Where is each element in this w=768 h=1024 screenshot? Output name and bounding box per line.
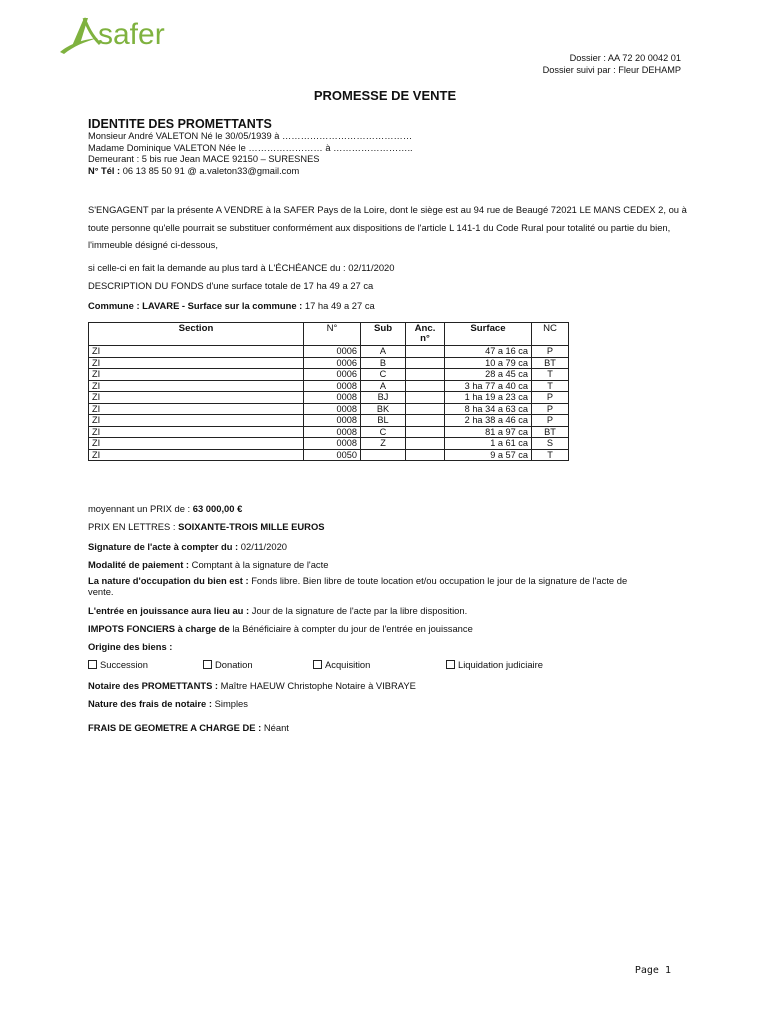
cell-nc: BT	[532, 357, 569, 369]
prix-label: moyennant un PRIX de :	[88, 503, 193, 514]
dossier-info	[543, 52, 681, 76]
tel-label: N° Tél :	[88, 165, 121, 176]
cell-anc	[406, 357, 445, 369]
cell-nc: S	[532, 438, 569, 450]
col-header-nc: NC	[532, 323, 569, 346]
frais-geometre-line	[88, 719, 688, 736]
promettants-address: Demeurant : 5 bis rue Jean MACE 92150 – SURESNES	[88, 154, 320, 164]
occupation-label: La nature d'occupation du bien est :	[88, 575, 252, 586]
cell-section: ZI	[89, 438, 304, 450]
checkbox-icon[interactable]	[203, 660, 212, 669]
notaire-value: Maître HAEUW Christophe Notaire à VIBRAYE	[220, 680, 416, 691]
table-row	[89, 357, 569, 369]
cell-num: 0008	[304, 403, 361, 415]
prix-lettres-line	[88, 518, 688, 535]
cell-nc: P	[532, 415, 569, 427]
cell-num: 0008	[304, 392, 361, 404]
table-row	[89, 392, 569, 404]
col-header-surface: Surface	[445, 323, 532, 346]
cell-anc	[406, 403, 445, 415]
table-row	[89, 438, 569, 450]
cell-nc: P	[532, 346, 569, 358]
checkbox-icon[interactable]	[313, 660, 322, 669]
table-row	[89, 403, 569, 415]
table-row	[89, 426, 569, 438]
paiement-line	[88, 556, 688, 573]
promettants-heading: IDENTITE DES PROMETTANTS	[88, 117, 272, 131]
commune-value: 17 ha 49 a 27 ca	[302, 300, 375, 311]
col-header-sub: Sub	[361, 323, 406, 346]
notaire-label: Notaire des PROMETTANTS :	[88, 680, 221, 691]
signature-value: 02/11/2020	[240, 541, 288, 552]
dossier-followed-by: Dossier suivi par : Fleur DEHAMP	[542, 65, 681, 75]
paiement-value: Comptant à la signature de l'acte	[191, 559, 329, 570]
cell-anc	[406, 369, 445, 381]
cell-num: 0008	[304, 380, 361, 392]
cell-sub: A	[361, 380, 406, 392]
cell-anc	[406, 346, 445, 358]
prix-value: 63 000,00 €	[192, 503, 243, 514]
cell-nc: P	[532, 392, 569, 404]
cell-sub: BL	[361, 415, 406, 427]
cell-num: 0050	[304, 449, 361, 461]
frais-notaire-value: Simples	[214, 698, 248, 709]
cell-sub: Z	[361, 438, 406, 450]
frais-geometre-label: FRAIS DE GEOMETRE A CHARGE DE :	[88, 722, 264, 733]
cell-surface: 81 a 97 ca	[445, 426, 532, 438]
origine-option-acquisition[interactable]: Acquisition	[313, 659, 370, 670]
frais-notaire-line	[88, 695, 688, 712]
cell-sub	[361, 449, 406, 461]
cell-section: ZI	[89, 392, 304, 404]
cell-num: 0008	[304, 438, 361, 450]
paiement-label: Modalité de paiement :	[88, 559, 192, 570]
dossier-number: Dossier : AA 72 20 0042 01	[569, 53, 681, 63]
cell-nc: T	[532, 380, 569, 392]
cell-sub: B	[361, 357, 406, 369]
cell-surface: 9 a 57 ca	[445, 449, 532, 461]
table-row	[89, 346, 569, 358]
cell-anc	[406, 438, 445, 450]
safer-logo-text: safer	[98, 18, 165, 51]
cell-section: ZI	[89, 380, 304, 392]
cell-surface: 3 ha 77 a 40 ca	[445, 380, 532, 392]
cell-surface: 2 ha 38 a 46 ca	[445, 415, 532, 427]
checkbox-icon[interactable]	[88, 660, 97, 669]
cell-anc	[406, 449, 445, 461]
cell-section: ZI	[89, 346, 304, 358]
promettant-1: Monsieur André VALETON Né le 30/05/1939 à ……………………………………	[88, 131, 413, 141]
jouissance-line	[88, 602, 688, 619]
cell-surface: 1 a 61 ca	[445, 438, 532, 450]
impots-value: la Bénéficiaire à compter du jour de l'entrée en jouissance	[232, 623, 473, 634]
cell-sub: C	[361, 369, 406, 381]
origine-option-donation[interactable]: Donation	[203, 659, 253, 670]
cell-anc	[406, 380, 445, 392]
promettant-2: Madame Dominique VALETON Née le …………………… à ……………………..	[88, 142, 413, 153]
table-header-row	[89, 323, 569, 346]
col-header-anc: Anc. n°	[406, 323, 445, 346]
cell-sub: BK	[361, 403, 406, 415]
cell-surface: 28 a 45 ca	[445, 369, 532, 381]
signature-label: Signature de l'acte à compter du :	[88, 541, 241, 552]
frais-notaire-label: Nature des frais de notaire :	[88, 698, 215, 709]
cell-anc	[406, 415, 445, 427]
cell-num: 0008	[304, 415, 361, 427]
cell-nc: T	[532, 369, 569, 381]
table-row	[89, 380, 569, 392]
engagement-paragraph: S'ENGAGENT par la présente A VENDRE à la SAFER Pays de la Loire, dont le siège est au 94 rue de Beaugé 72021 LE MANS CEDEX 2, ou à toute personne qu'elle pourrait se substituer conformément aux dispositions de l'article L 141-1 du Code Rural pour totalité ou partie du bien, l'immeuble désigné ci-dessous,	[88, 204, 687, 250]
cell-nc: P	[532, 403, 569, 415]
col-header-num: N°	[304, 323, 361, 346]
cell-section: ZI	[89, 357, 304, 369]
echeance-line: si celle-ci en fait la demande au plus tard à L'ÉCHÉANCE du : 02/11/2020	[88, 262, 395, 273]
cell-section: ZI	[89, 403, 304, 415]
occupation-line	[88, 575, 654, 597]
promettants-block	[88, 131, 413, 177]
cell-num: 0006	[304, 369, 361, 381]
cell-surface: 8 ha 34 a 63 ca	[445, 403, 532, 415]
cell-surface: 10 a 79 ca	[445, 357, 532, 369]
frais-geometre-value: Néant	[263, 722, 289, 733]
commune-label: Commune : LAVARE - Surface sur la commune :	[88, 300, 303, 311]
cell-surface: 47 a 16 ca	[445, 346, 532, 358]
cell-anc	[406, 426, 445, 438]
parcel-table	[88, 322, 569, 461]
cell-section: ZI	[89, 426, 304, 438]
prix-line	[88, 500, 688, 517]
cell-nc: BT	[532, 426, 569, 438]
cell-sub: BJ	[361, 392, 406, 404]
cell-section: ZI	[89, 369, 304, 381]
cell-surface: 1 ha 19 a 23 ca	[445, 392, 532, 404]
promettants-contact	[88, 166, 413, 178]
safer-logo-icon	[58, 14, 102, 56]
commune-line	[88, 297, 688, 314]
document-title: PROMESSE DE VENTE	[313, 88, 457, 103]
cell-nc: T	[532, 449, 569, 461]
cell-anc	[406, 392, 445, 404]
cell-section: ZI	[89, 449, 304, 461]
cell-sub: A	[361, 346, 406, 358]
table-row	[89, 369, 569, 381]
col-header-section: Section	[89, 323, 304, 346]
origine-heading: Origine des biens :	[88, 641, 173, 652]
impots-line	[88, 620, 688, 637]
notaire-line	[88, 677, 688, 694]
prix-lettres-value: SOIXANTE-TROIS MILLE EUROS	[178, 521, 325, 532]
page-number: Page 1	[634, 965, 671, 976]
jouissance-value: Jour de la signature de l'acte par la libre disposition.	[251, 605, 468, 616]
impots-label: IMPOTS FONCIERS à charge de	[88, 623, 233, 634]
table-row	[89, 415, 569, 427]
occupation-value: Fonds libre. Bien libre de toute location et/ou occupation le jour de la signature de l'acte de vente.	[88, 575, 628, 597]
checkbox-icon[interactable]	[446, 660, 455, 669]
prix-lettres-label: PRIX EN LETTRES :	[88, 521, 179, 532]
cell-num: 0006	[304, 346, 361, 358]
cell-num: 0006	[304, 357, 361, 369]
tel-value: 06 13 85 50 91 @ a.valeton33@gmail.com	[120, 165, 300, 176]
jouissance-label: L'entrée en jouissance aura lieu au :	[88, 605, 252, 616]
cell-sub: C	[361, 426, 406, 438]
description-line: DESCRIPTION DU FONDS d'une surface totale de 17 ha 49 a 27 ca	[88, 280, 374, 291]
origine-option-liquidation[interactable]: Liquidation judiciaire	[446, 659, 543, 670]
cell-section: ZI	[89, 415, 304, 427]
cell-num: 0008	[304, 426, 361, 438]
table-row	[89, 449, 569, 461]
origine-option-succession[interactable]: Succession	[88, 659, 148, 670]
signature-line	[88, 538, 688, 555]
